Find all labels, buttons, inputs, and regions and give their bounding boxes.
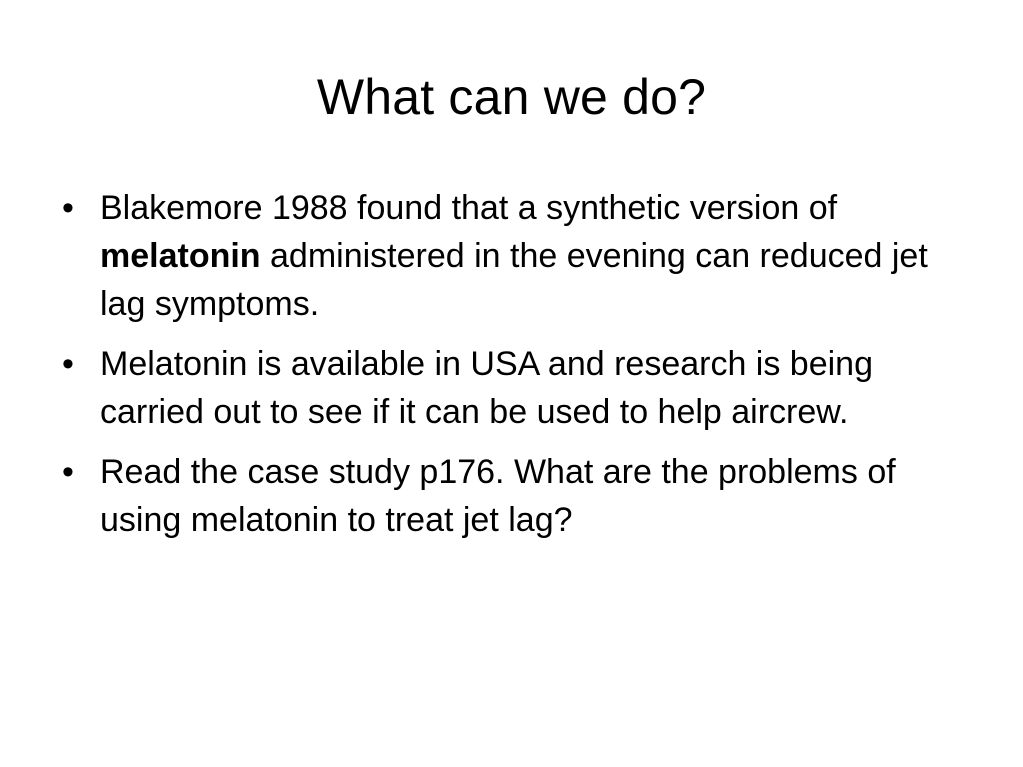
bullet-item-1 [58,184,958,328]
bullet-item-3 [58,448,958,544]
bullet-item-2 [58,340,958,436]
slide-title: What can we do? [316,69,707,125]
bullet-dot-icon: • [62,189,74,227]
bullet-dot-icon: • [62,453,74,491]
bullet-text-3: Read the case study p176. What are the problems of using melatonin to treat jet lag? [100,453,896,539]
bullet-text-1-after: administered in the evening can reduced jet lag symptoms. [100,237,928,323]
bullet-text-1-before: Blakemore 1988 found that a synthetic version of [100,189,838,227]
bullet-text-2: Melatonin is available in USA and research is being carried out to see if it can be used to help aircrew. [100,345,874,431]
bullet-dot-icon: • [62,345,74,383]
bullet-text-1 [100,189,928,323]
bullet-list [58,184,958,556]
bullet-text-1-emphasis: melatonin [100,237,261,275]
